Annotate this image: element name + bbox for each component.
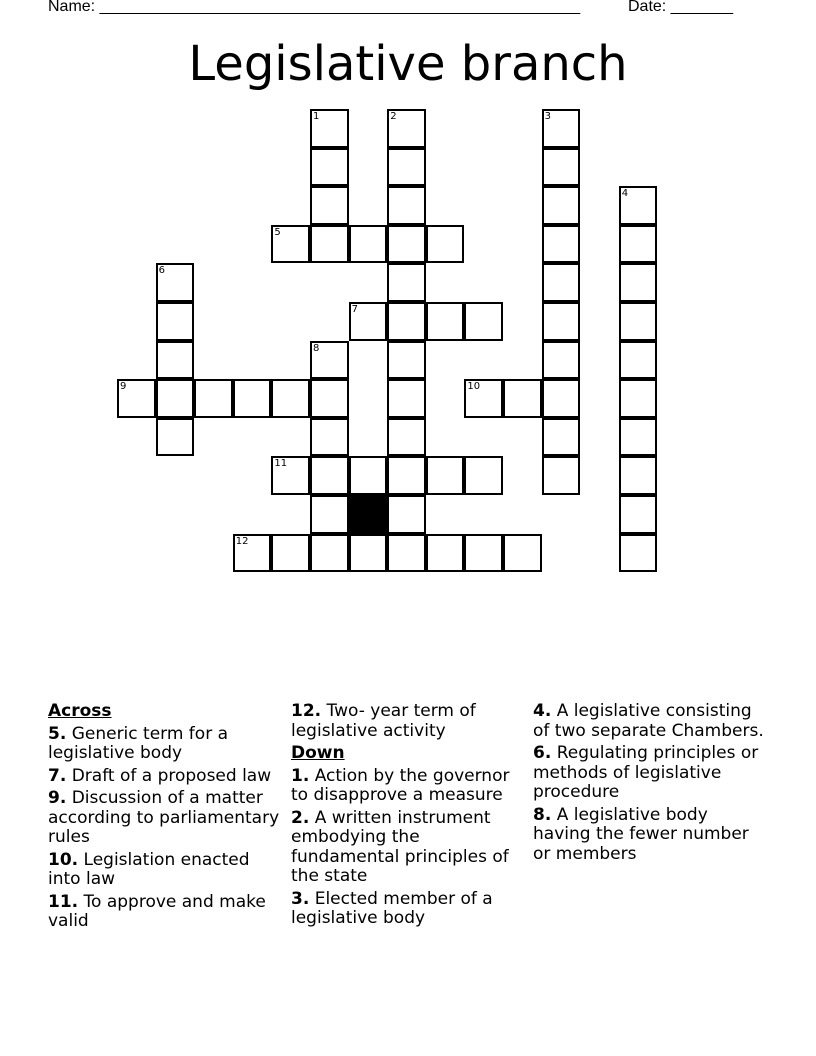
clue-number: 1 [313,111,320,122]
grid-cell[interactable] [542,379,581,418]
grid-cell[interactable] [542,456,581,495]
grid-cell[interactable] [542,148,581,187]
grid-cell[interactable] [310,456,349,495]
grid-cell[interactable] [349,534,388,573]
clue-number: 8 [313,342,320,354]
grid-cell[interactable] [619,534,658,573]
clue-item [48,789,280,848]
clue-item [291,890,523,929]
grid-cell[interactable] [619,495,658,534]
date-field[interactable]: Date: _______ [628,0,733,15]
clue-item [48,893,280,932]
clue-item [291,809,523,887]
clue-number-label: 3. [291,888,310,909]
grid-cell[interactable] [619,456,658,495]
grid-cell[interactable] [619,341,658,380]
clue-text: A legislative body having the fewer number or members [533,804,749,864]
grid-cell[interactable] [310,341,349,380]
grid-cell[interactable] [503,534,542,573]
grid-cell[interactable] [619,225,658,264]
grid-cell[interactable] [387,495,426,534]
grid-cell[interactable] [156,263,195,302]
clue-number: 10 [467,381,481,393]
grid-cell[interactable] [387,418,426,457]
clue-text: A legislative consisting of two separate Chambers. [533,701,764,741]
grid-cell[interactable] [271,456,310,495]
grid-cell[interactable] [619,302,658,341]
grid-block [349,495,388,534]
clue-item [533,744,765,803]
clue-item [48,851,280,890]
grid-cell[interactable] [233,379,272,418]
grid-cell[interactable] [464,379,503,418]
clue-item [533,806,765,865]
clue-item [48,767,280,787]
grid-cell[interactable] [310,534,349,573]
clue-item [291,767,523,806]
clue-number: 11 [274,458,288,470]
grid-cell[interactable] [542,225,581,264]
grid-cell[interactable] [387,456,426,495]
across-heading: Across [48,701,112,721]
grid-cell[interactable] [310,109,349,148]
clue-item [533,702,765,741]
clue-number: 9 [120,381,127,393]
clue-number-label: 9. [48,788,67,808]
grid-cell[interactable] [310,495,349,534]
grid-cell[interactable] [349,456,388,495]
grid-cell[interactable] [271,225,310,264]
grid-cell[interactable] [156,379,195,418]
grid-cell[interactable] [349,225,388,264]
clue-text: Draft of a proposed law [66,765,272,786]
down-heading: Down [291,743,345,763]
name-field[interactable]: Name: ______________________________________________________ [48,0,581,15]
clue-text: Action by the governor to disapprove a measure [291,765,510,805]
clues-column-2 [291,702,523,932]
clue-text: Two- year term of legislative activity [291,701,476,741]
clue-number: 2 [390,111,397,122]
grid-cell[interactable] [426,225,465,264]
grid-cell[interactable] [310,379,349,418]
clue-item [48,725,280,764]
grid-cell[interactable] [156,302,195,341]
clue-number: 7 [351,304,358,315]
grid-cell[interactable] [542,341,581,380]
clue-number: 3 [544,111,551,122]
grid-cell[interactable] [542,418,581,457]
grid-cell[interactable] [117,379,156,418]
clue-number-label: 4. [533,701,552,721]
clue-text: A written instrument embodying the fundamental principles of the state [291,807,509,886]
grid-cell[interactable] [542,109,581,148]
clue-number-label: 2. [291,807,310,828]
grid-cell[interactable] [271,534,310,573]
grid-cell[interactable] [387,302,426,341]
clue-number: 4 [621,188,629,200]
grid-cell[interactable] [619,186,658,225]
grid-cell[interactable] [387,186,426,225]
grid-cell[interactable] [542,263,581,302]
clues-column-1 [48,702,280,935]
grid-cell[interactable] [503,379,542,418]
clue-number: 12 [235,535,249,547]
clue-number-label: 6. [533,743,552,763]
clue-number-label: 1. [291,765,310,786]
grid-cell[interactable] [387,379,426,418]
grid-cell[interactable] [233,534,272,573]
grid-cell[interactable] [542,186,581,225]
grid-cell[interactable] [464,302,503,341]
clues-column-3 [533,702,765,867]
grid-cell[interactable] [156,418,195,457]
grid-cell[interactable] [387,263,426,302]
grid-cell[interactable] [542,302,581,341]
grid-cell[interactable] [464,534,503,573]
grid-cell[interactable] [426,534,465,573]
clue-item [291,702,523,741]
grid-cell[interactable] [619,418,658,457]
clue-number-label: 10. [48,849,79,870]
grid-cell[interactable] [619,379,658,418]
grid-cell[interactable] [464,456,503,495]
grid-cell[interactable] [194,379,233,418]
clue-number-label: 12. [291,701,322,721]
grid-cell[interactable] [426,456,465,495]
grid-cell[interactable] [271,379,310,418]
grid-cell[interactable] [387,341,426,380]
grid-cell[interactable] [156,341,195,380]
clue-number: 6 [158,265,165,277]
grid-cell[interactable] [310,186,349,225]
grid-cell[interactable] [310,418,349,457]
clue-text: Generic term for a legislative body [48,723,229,763]
grid-cell[interactable] [387,225,426,264]
clue-number-label: 11. [48,891,79,912]
grid-cell[interactable] [619,263,658,302]
clue-number-label: 7. [48,765,67,786]
clue-text: Discussion of a matter according to parliamentary rules [48,788,280,847]
page-title: Legislative branch [188,36,628,92]
grid-cell[interactable] [426,302,465,341]
clue-text: To approve and make valid [48,891,266,931]
clue-number-label: 8. [533,804,552,825]
grid-cell[interactable] [387,109,426,148]
clue-number: 5 [274,226,281,238]
grid-cell[interactable] [387,148,426,187]
clue-text: Regulating principles or methods of legislative procedure [533,743,759,802]
grid-cell[interactable] [349,302,388,341]
clue-text: Elected member of a legislative body [291,888,493,928]
clue-text: Legislation enacted into law [48,849,250,889]
grid-cell[interactable] [387,534,426,573]
clue-number-label: 5. [48,723,67,744]
grid-cell[interactable] [310,225,349,264]
grid-cell[interactable] [310,148,349,187]
